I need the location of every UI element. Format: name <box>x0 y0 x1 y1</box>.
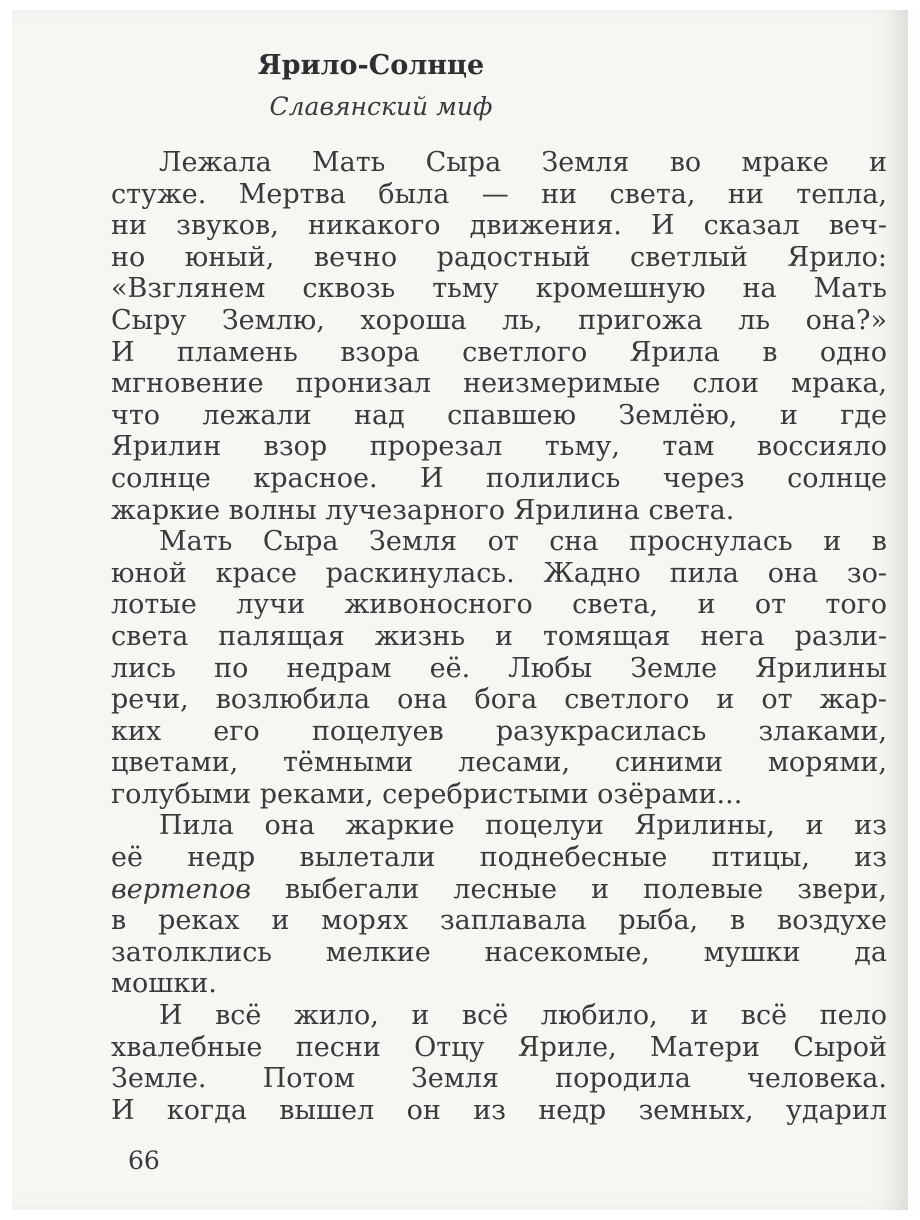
text-line: Земле. Потом Земля породила человека. <box>111 1063 887 1095</box>
text-line: солнце красное. И полились через солнце <box>111 462 887 494</box>
text-line: мошки. <box>111 968 217 1000</box>
text-line: «Взглянем сквозь тьму кромешную на Мать <box>111 273 887 305</box>
text-line: цветами, тёмными лесами, синими морями, <box>111 747 887 779</box>
page-edge <box>908 10 920 1210</box>
page-title: Ярило-Солнце <box>257 50 485 81</box>
text-line: лотые лучи живоносного света, и от того <box>111 589 887 621</box>
text-line: лись по недрам её. Любы Земле Ярилины <box>111 652 887 684</box>
text-line: ких его поцелуев разукрасилась злаками, <box>111 715 887 747</box>
text-line: стуже. Мертва была — ни света, ни тепла, <box>111 178 887 210</box>
body-text <box>111 147 887 1126</box>
page-number: 66 <box>128 1146 160 1175</box>
page-subtitle: Славянский миф <box>269 92 493 121</box>
text-line: Пила она жаркие поцелуи Ярилины, и из <box>159 810 887 842</box>
text-line: Ярилин взор прорезал тьму, там воссияло <box>111 431 887 463</box>
text-line: И когда вышел он из недр земных, ударил <box>111 1094 887 1126</box>
text-line: хвалебные песни Отцу Яриле, Матери Сырой <box>111 1031 887 1063</box>
text-fragment: выбегали лесные и полевые звери, <box>250 873 887 905</box>
text-line: что лежали над спавшею Землёю, и где <box>111 399 887 431</box>
text-line: И всё жило, и всё любило, и всё пело <box>159 1000 887 1032</box>
text-line-with-italic <box>111 874 887 906</box>
text-line: но юный, вечно радостный светлый Ярило: <box>111 241 887 273</box>
text-line: Мать Сыра Земля от сна проснулась и в <box>159 526 887 558</box>
text-line: ни звуков, никакого движения. И сказал веч- <box>111 210 887 242</box>
text-line: юной красе раскинулась. Жадно пила она зо- <box>111 557 887 589</box>
text-line: голубыми реками, серебристыми озёрами... <box>111 778 743 810</box>
text-line: её недр вылетали поднебесные птицы, из <box>111 842 887 874</box>
italic-word: вертепов <box>111 873 251 905</box>
text-line: И пламень взора светлого Ярила в одно <box>111 336 887 368</box>
text-line: мгновение пронизал неизмеримые слои мрака, <box>111 368 887 400</box>
text-line: в реках и морях заплавала рыба, в воздухе <box>111 905 887 937</box>
text-line: речи, возлюбила она бога светлого и от жар- <box>111 684 887 716</box>
text-line: жаркие волны лучезарного Ярилина света. <box>111 494 735 526</box>
text-line: Лежала Мать Сыра Земля во мраке и <box>159 147 887 178</box>
text-line: света палящая жизнь и томящая нега разли- <box>111 620 887 652</box>
text-line: затолклись мелкие насекомые, мушки да <box>111 936 887 968</box>
text-line: Сыру Землю, хороша ль, пригожа ль она?» <box>111 304 887 336</box>
